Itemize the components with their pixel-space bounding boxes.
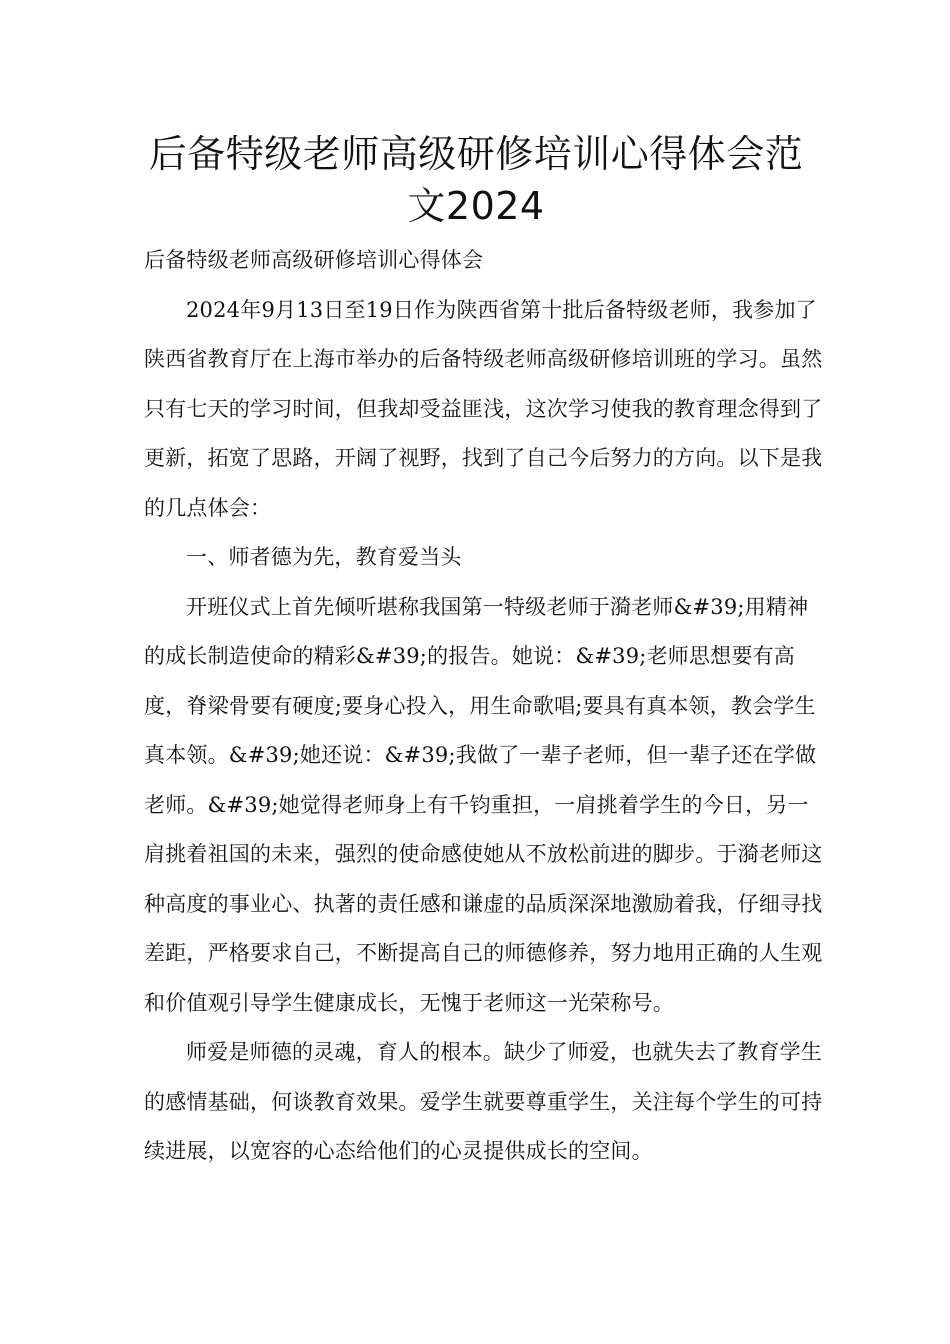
paragraph-teacher-love: 师爱是师德的灵魂，育人的根本。缺少了师爱，也就失去了教育学生的感情基础，何谈教育效果。爱学生就要尊重学生，关注每个学生的可持续进展，以宽容的心态给他们的心灵提供成长的空间。 [144, 1040, 823, 1163]
document-subtitle: 后备特级老师高级研修培训心得体会 [144, 248, 484, 272]
paragraph-intro: 2024年9月13日至19日作为陕西省第十批后备特级老师，我参加了陕西省教育厅在上海市举办的后备特级老师高级研修培训班的学习。虽然只有七天的学习时间，但我却受益匪浅，这次学习使我的教育理念得到了更新，拓宽了思路，开阔了视野，找到了自己今后努力的方向。以下是我的几点体会： [144, 297, 823, 520]
document-title: 后备特级老师高级研修培训心得体会范文2024 [148, 132, 804, 228]
section-heading-1: 一、师者德为先，教育爱当头 [186, 545, 462, 569]
paragraph-yu-yi-report: 开班仪式上首先倾听堪称我国第一特级老师于漪老师&#39;用精神的成长制造使命的精彩&#39;的报告。她说：&#39;老师思想要有高度，脊梁骨要有硬度;要身心投入，用生命歌唱;要具有真本领，教会学生真本领。&#39;她还说：&#39;我做了一辈子老师，但一辈子还在学做老师。&#39;她觉得老师身上有千钧重担，一肩挑着学生的今日，另一肩挑着祖国的未来，强烈的使命感使她从不放松前进的脚步。于漪老师这种高度的事业心、执著的责任感和谦虚的品质深深地激励着我，仔细寻找差距，严格要求自己，不断提高自己的师德修养，努力地用正确的人生观和价值观引导学生健康成长，无愧于老师这一光荣称号。 [144, 594, 823, 1015]
document-body [144, 236, 824, 1177]
